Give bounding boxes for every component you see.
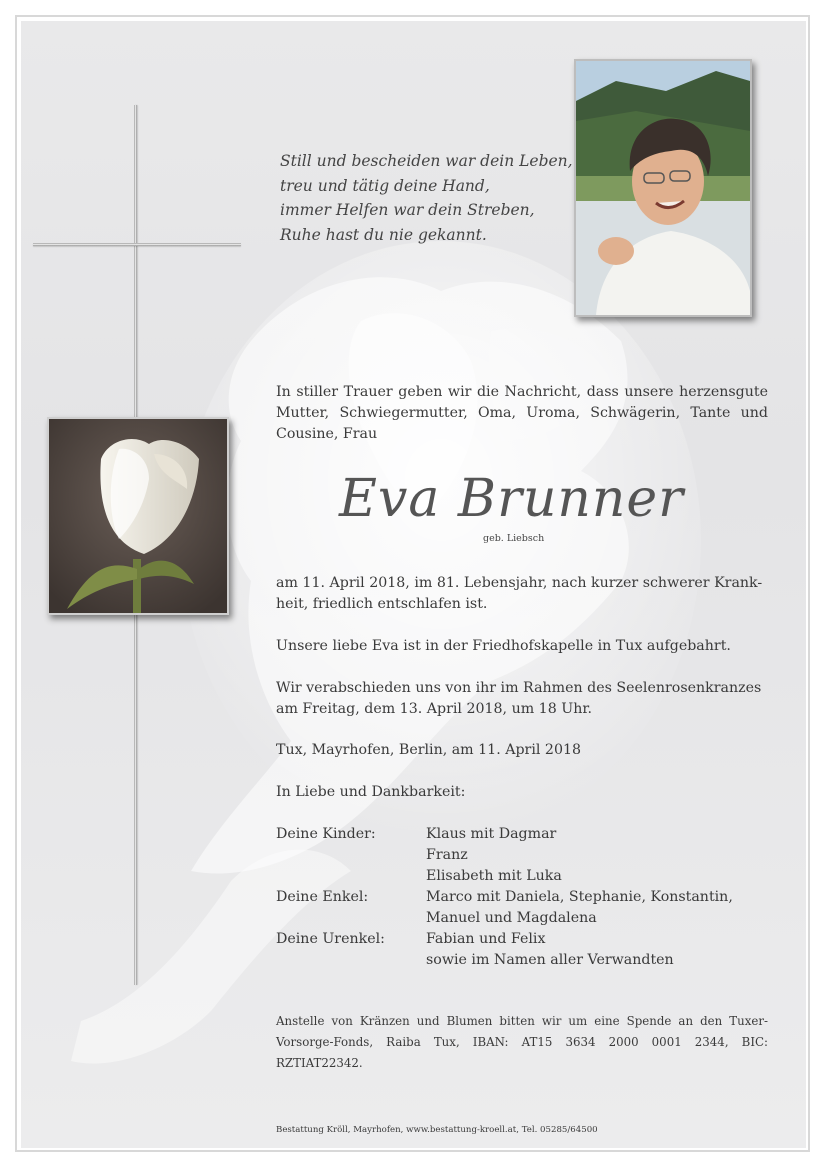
family-row-great-grandchildren: [276, 929, 768, 971]
death-line: heit, friedlich entschlafen ist.: [276, 596, 488, 612]
intro-paragraph: In stiller Trauer geben wir die Nachricht, dass unsere herzensgute Mutter, Schwiegermutter, Oma, Uroma, Schwägerin, Tante und Cousine, Frau: [276, 384, 768, 442]
family-name: sowie im Namen aller Verwandten: [426, 952, 674, 968]
funeral-home-footer: Bestattung Kröll, Mayrhofen, www.bestattung-kroell.at, Tel. 05285/64500: [276, 1125, 598, 1135]
death-line: am 11. April 2018, im 81. Lebensjahr, nach kurzer schwerer Krank-: [276, 575, 763, 591]
family-name: Fabian und Felix: [426, 931, 546, 947]
family-name: Klaus mit Dagmar: [426, 826, 557, 842]
farewell-line: am Freitag, dem 13. April 2018, um 18 Uhr.: [276, 701, 593, 717]
family-name: Elisabeth mit Luka: [426, 868, 562, 884]
cross-horizontal-bar: [33, 243, 241, 246]
verse-line: immer Helfen war dein Streben,: [280, 201, 535, 219]
verse-line: treu und tätig deine Hand,: [280, 176, 490, 195]
memorial-verse: [280, 149, 580, 247]
farewell-notice: [276, 678, 768, 720]
maiden-name: geb. Liebsch: [483, 533, 545, 544]
family-name: Franz: [426, 847, 468, 863]
deceased-name: Eva Brunner: [339, 469, 685, 529]
farewell-line: Wir verabschieden uns von ihr im Rahmen des Seelenrosenkranzes: [276, 680, 762, 696]
family-name: Marco mit Daniela, Stephanie, Konstantin,: [426, 889, 733, 905]
white-rose-illustration: [49, 419, 227, 613]
family-name: Manuel und Magdalena: [426, 910, 597, 926]
verse-line: Ruhe hast du nie gekannt.: [280, 225, 487, 244]
family-list: [276, 824, 768, 971]
thanks-line: In Liebe und Dankbarkeit:: [276, 784, 466, 800]
portrait-photo: [574, 59, 752, 317]
donation-request: Anstelle von Kränzen und Blumen bitten wir um eine Spende an den Tuxer-Vorsorge-Fonds, Raiba Tux, IBAN: AT15 3634 2000 0001 2344, BIC: RZTIAT22342.: [276, 1014, 768, 1070]
children-label: Deine Kinder:: [276, 826, 376, 842]
place-and-date: Tux, Mayrhofen, Berlin, am 11. April 2018: [276, 742, 582, 758]
rose-image: [47, 417, 229, 615]
great-grandchildren-label: Deine Urenkel:: [276, 931, 385, 947]
laid-out-notice: Unsere liebe Eva ist in der Friedhofskapelle in Tux aufgebahrt.: [276, 638, 731, 654]
family-row-children: [276, 824, 768, 887]
verse-line: Still und bescheiden war dein Leben,: [280, 152, 573, 170]
obituary-page: [21, 21, 806, 1148]
grandchildren-label: Deine Enkel:: [276, 889, 369, 905]
death-announcement: [276, 573, 768, 615]
family-row-grandchildren: [276, 887, 768, 929]
portrait-illustration: [576, 61, 750, 315]
